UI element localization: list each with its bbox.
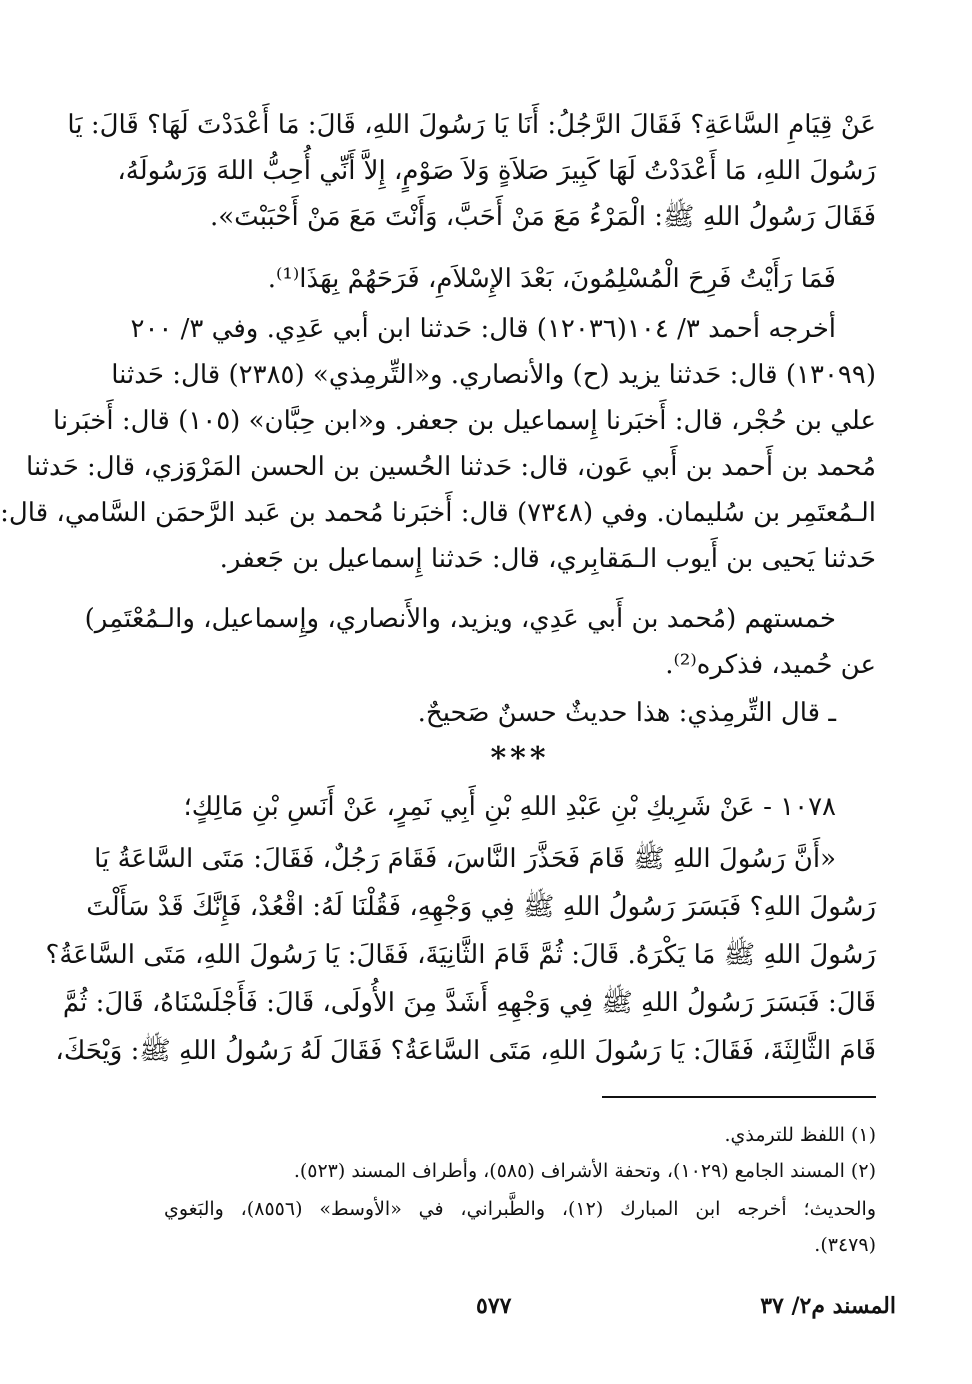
takhrij-line: علي بن حُجْر، قال: أَخبَرنا إِسماعيل بن جعفر. و«ابن حِبَّان» (١٠٥) قال: أَخبَرنا	[52, 406, 876, 436]
printer-signature: المسند م٢/ ٣٧	[760, 1293, 896, 1319]
hadith-text-line: «أَنَّ رَسُولَ اللهِ ﷺ قَامَ فَحَذَّرَ النَّاسَ، فَقَامَ رَجُلٌ، فَقَالَ: مَتَى السَّاعَةُ يَا	[94, 844, 836, 874]
section-separator: ***	[490, 741, 550, 776]
footnote-2-continued: (٣٤٧٩).	[814, 1234, 876, 1256]
tirmidhi-grading: ـ قال التِّرمِذي: هذا حديثٌ حسنٌ صَحيحٌ.	[417, 698, 836, 728]
takhrij-line: مُحمد بن أَحمد بن أَبي عَون، قال: حَدثنا الحُسين بن الحسن المَرْوَزي، قال: حَدثنا	[26, 452, 876, 482]
hadith-number-isnad: ١٠٧٨ - عَنْ شَرِيكِ بْنِ عَبْدِ اللهِ بْنِ أَبِي نَمِرٍ، عَنْ أَنَسِ بْنِ مَالِكٍ؛	[183, 792, 836, 822]
hadith-text-line: فَمَا رَأَيْتُ فَرِحَ الْمُسْلِمُونَ، بَعْدَ الإِسْلاَمِ، فَرَحَهُمْ بِهَذَا⁽¹⁾.	[267, 264, 836, 294]
takhrij-line: خمستهم (مُحمد بن أَبي عَدِي، ويزيد، والأَنصاري، وإِسماعيل، والـمُعْتَمِر)	[84, 604, 836, 634]
footnote-divider	[602, 1096, 876, 1098]
takhrij-line: أخرجه أحمد ٣/ ١٠٤(١٢٠٣٦) قال: حَدثنا ابن أبي عَدِي. وفي ٣/ ٢٠٠	[130, 314, 836, 344]
hadith-text-line: قَالَ: فَبَسَرَ رَسُولُ اللهِ ﷺ فِي وَجْهِهِ أَشَدَّ مِنَ الأُولَى، قَالَ: فَأَجْلَسْنَاهُ، قَالَ: ثُمَّ	[62, 988, 876, 1018]
takhrij-line: عن حُميد، فذكره⁽²⁾.	[665, 650, 876, 680]
hadith-text-line: قَامَ الثَّالِثَةَ، فَقَالَ: يَا رَسُولَ اللهِ، مَتَى السَّاعَةُ؟ فَقَالَ لَهُ رَسُولُ اللهِ ﷺ: وَيْحَكَ،	[55, 1036, 876, 1066]
hadith-text-line: رَسُولَ اللهِ ﷺ مَا يَكْرَهُ. قَالَ: ثُمَّ قَامَ الثَّانِيَةَ، فَقَالَ: يَا رَسُولَ اللهِ، مَتَى السَّاعَةُ؟	[45, 940, 876, 970]
hadith-text-line: عَنْ قِيَامِ السَّاعَةِ؟ فَقَالَ الرَّجُلُ: أَنَا يَا رَسُولَ اللهِ، قَالَ: مَا أَعْدَدْتَ لَهَا؟ قَالَ: يَا	[67, 110, 876, 140]
hadith-text-line: رَسُولَ اللهِ، مَا أَعْدَدْتُ لَهَا كَبِيرَ صَلاَةٍ وَلاَ صَوْمٍ، إِلاَّ أَنِّي أُحِبُّ اللهَ وَرَسُولَهُ،	[117, 156, 876, 186]
takhrij-line: (١٣٠٩٩) قال: حَدثنا يزيد (ح) والأنصاري. و«التِّرمِذي» (٢٣٨٥) قال: حَدثنا	[111, 360, 876, 390]
hadith-text-line: فَقَالَ رَسُولُ اللهِ ﷺ: الْمَرْءُ مَعَ مَنْ أَحَبَّ، وَأَنْتَ مَعَ مَنْ أَحْبَبْتَ».	[210, 202, 876, 232]
hadith-text-line: رَسُولَ اللهِ؟ فَبَسَرَ رَسُولُ اللهِ ﷺ فِي وَجْهِهِ، فَقُلْنَا لَهُ: اقْعُدْ، فَإِنَّكَ قَدْ سَأَلْتَ	[86, 892, 876, 922]
takhrij-line: الـمُعتَمِر بن سُليمان. وفي (٧٣٤٨) قال: أَخبَرنا مُحمد بن عَبد الرَّحمَن السَّامي، قال:	[0, 498, 876, 528]
page-number: ٥٧٧	[476, 1293, 512, 1319]
footnote-1: (١) اللفظ للترمذي.	[724, 1124, 876, 1146]
takhrij-line: حَدثنا يَحيى بن أَيوب الـمَقابِري، قال: حَدثنا إِسماعيل بن جَعفر.	[219, 544, 876, 574]
footnote-2-continued: والحديث؛ أخرجه ابن المبارك (١٢)، والطَّبراني، في «الأوسط» (٨٥٥٦)، والبَغوي	[164, 1198, 876, 1220]
footnote-2: (٢) المسند الجامع (١٠٢٩)، وتحفة الأشراف (٥٨٥)، وأطراف المسند (٥٢٣).	[293, 1160, 876, 1182]
